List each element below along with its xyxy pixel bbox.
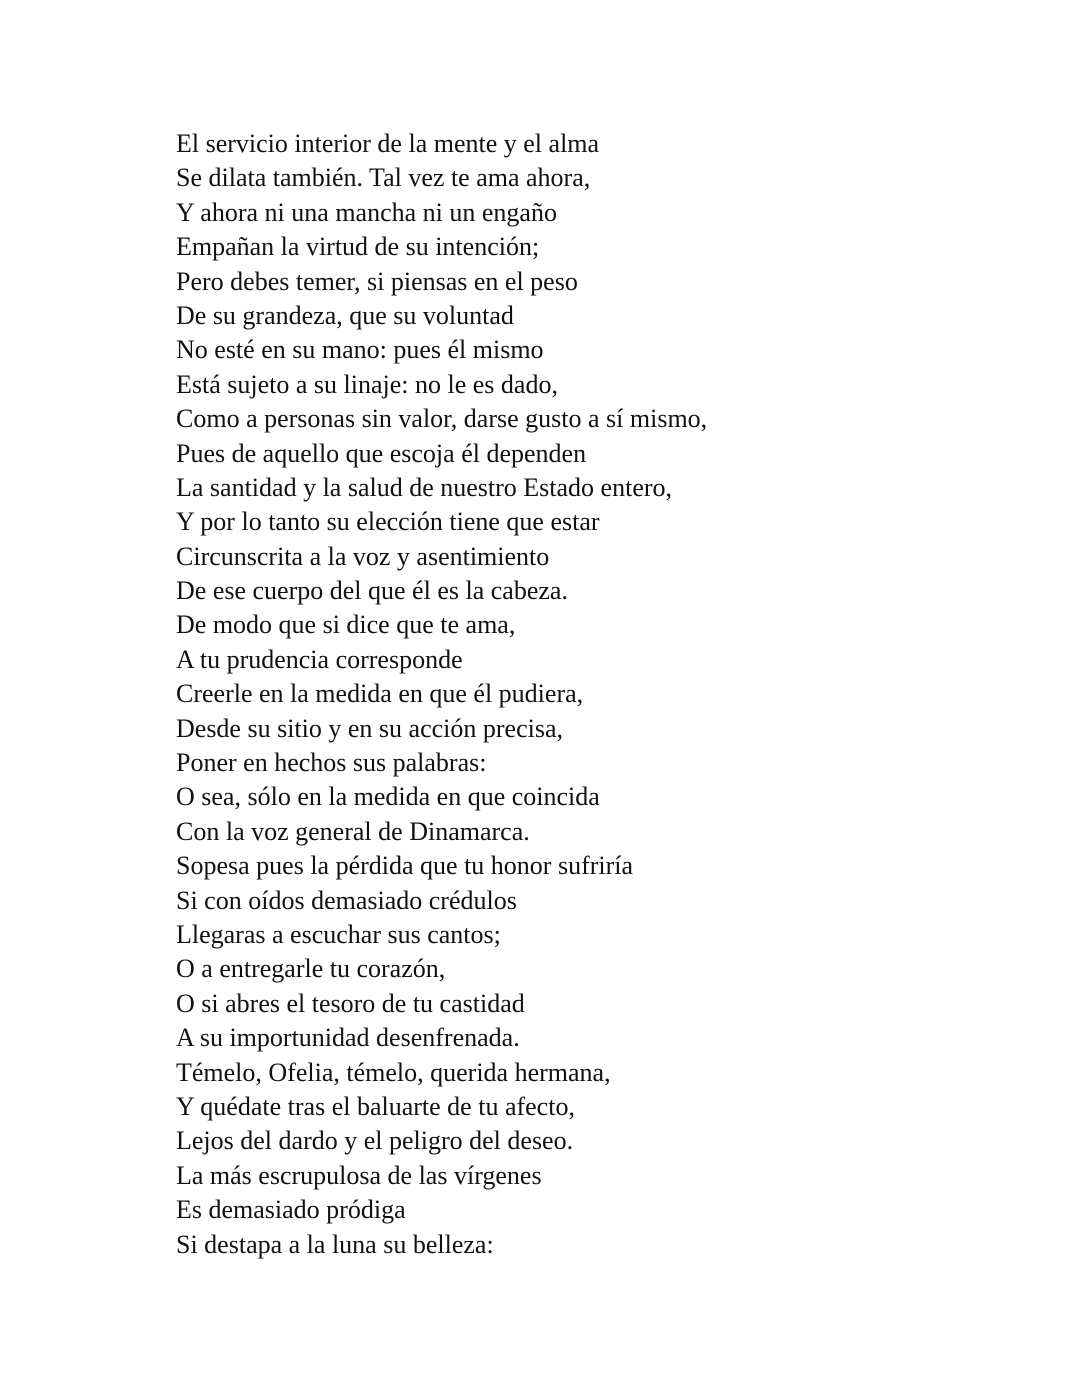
poem-line: O a entregarle tu corazón, (176, 954, 446, 984)
poem-line: Y ahora ni una mancha ni un engaño (176, 197, 557, 227)
poem-line: Sopesa pues la pérdida que tu honor sufriría (176, 851, 634, 881)
poem-line: O si abres el tesoro de tu castidad (176, 988, 525, 1018)
poem-line: No esté en su mano: pues él mismo (176, 335, 544, 365)
poem-line: Creerle en la medida en que él pudiera, (176, 679, 584, 709)
poem-line: Desde su sitio y en su acción precisa, (176, 713, 564, 743)
poem-line: De modo que si dice que te ama, (176, 610, 516, 640)
poem-text (176, 127, 996, 1262)
poem-line: Está sujeto a su linaje: no le es dado, (176, 369, 558, 399)
poem-line: Llegaras a escuchar sus cantos; (176, 919, 501, 949)
poem-line: Lejos del dardo y el peligro del deseo. (176, 1126, 574, 1156)
poem-line: La santidad y la salud de nuestro Estado entero, (176, 472, 673, 502)
poem-line: Témelo, Ofelia, témelo, querida hermana, (176, 1057, 611, 1087)
poem-line: Es demasiado pródiga (176, 1195, 406, 1225)
poem-line: Si con oídos demasiado crédulos (176, 885, 517, 915)
poem-line: El servicio interior de la mente y el alma (176, 129, 600, 158)
poem-line: O sea, sólo en la medida en que coincida (176, 782, 600, 812)
poem-line: Con la voz general de Dinamarca. (176, 816, 530, 846)
poem-line: De su grandeza, que su voluntad (176, 300, 514, 330)
poem-line: De ese cuerpo del que él es la cabeza. (176, 576, 568, 606)
poem-line: Se dilata también. Tal vez te ama ahora, (176, 163, 591, 193)
poem-line: Y quédate tras el baluarte de tu afecto, (176, 1091, 575, 1121)
poem-line: Circunscrita a la voz y asentimiento (176, 541, 550, 571)
poem-line: Como a personas sin valor, darse gusto a sí mismo, (176, 404, 708, 434)
poem-line: Pues de aquello que escoja él dependen (176, 438, 587, 468)
poem-line: A su importunidad desenfrenada. (176, 1023, 520, 1053)
poem-line: Y por lo tanto su elección tiene que estar (176, 507, 600, 537)
poem-line: Empañan la virtud de su intención; (176, 232, 540, 262)
poem-line: Poner en hechos sus palabras: (176, 748, 487, 778)
poem-line: La más escrupulosa de las vírgenes (176, 1160, 542, 1190)
poem-line: Si destapa a la luna su belleza: (176, 1229, 494, 1259)
poem-line: Pero debes temer, si piensas en el peso (176, 266, 578, 296)
poem-line: A tu prudencia corresponde (176, 644, 463, 674)
